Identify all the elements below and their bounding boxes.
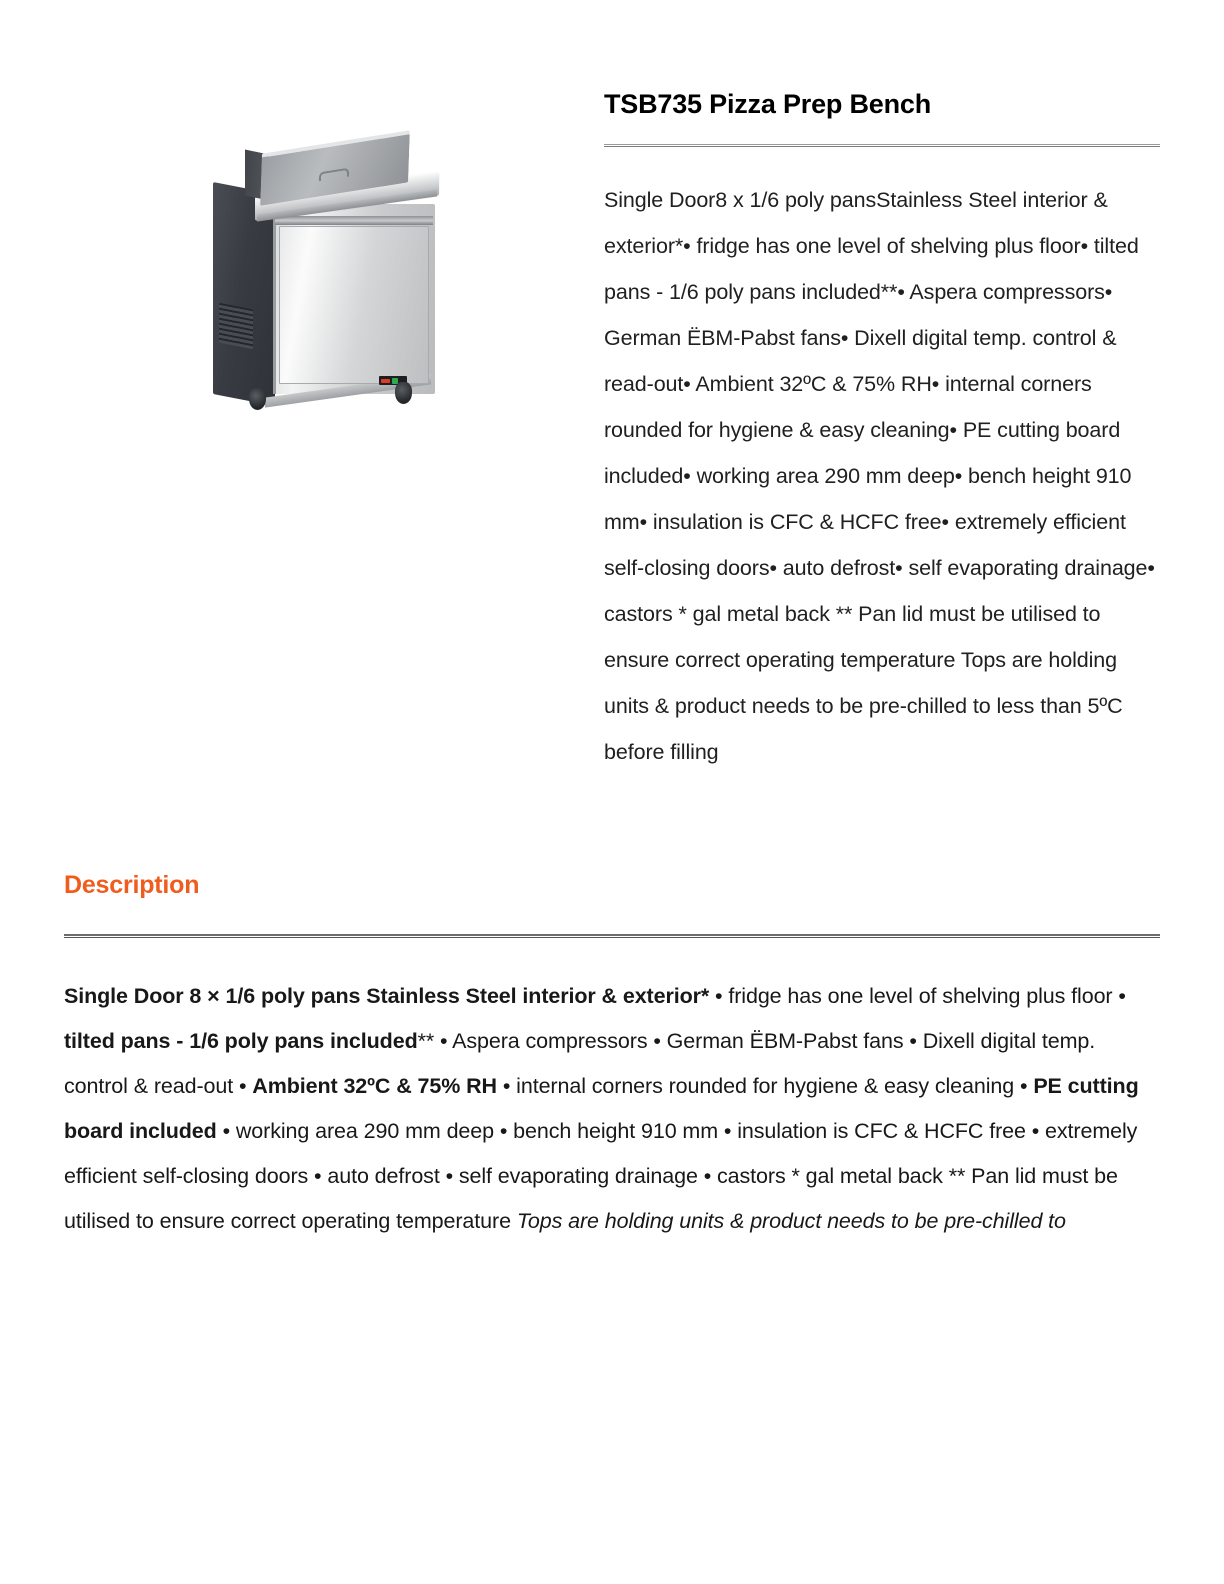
page-title: TSB735 Pizza Prep Bench <box>604 89 932 119</box>
description-segment-6: PE cutting board included <box>64 1074 1139 1144</box>
description-segment-5: • internal corners rounded for hygiene & easy cleaning • <box>496 1074 1034 1099</box>
cabinet-door <box>279 226 429 384</box>
vent-grille-icon <box>219 303 253 350</box>
description-segment-2: tilted pans - 1/6 poly pans included <box>64 1029 418 1054</box>
product-info-column <box>584 60 1160 775</box>
description-divider <box>64 934 1160 938</box>
description-segment-4: Ambient 32ºC & 75% RH <box>252 1074 497 1099</box>
product-summary-block <box>0 0 1224 775</box>
description-segment-0: Single Door 8 × 1/6 poly pans Stainless Steel interior & exterior* <box>64 984 710 1009</box>
product-image <box>199 130 449 430</box>
door-top-gap <box>275 216 433 225</box>
product-short-description: Single Door8 x 1/6 poly pansStainless Steel interior & exterior*• fridge has one level of shelving plus floor• tilted pans - 1/6 poly pans included**• Aspera compressors• German ËBM-Pabst fans• Dixell digital temp. control & read-out• Ambient 32ºC & 75% RH• internal corners rounded for hygiene & easy cleaning• PE cutting board included• working area 290 mm deep• bench height 910 mm• insulation is CFC & HCFC free• extremely efficient self-closing doors• auto defrost• self evaporating drainage• castors * gal metal back ** Pan lid must be utilised to ensure correct operating temperature Tops are holding units & product needs to be pre-chilled to less than 5ºC before filling <box>604 188 1155 765</box>
product-image-column <box>64 60 584 430</box>
caster-wheel <box>395 382 412 404</box>
description-segment-8: Tops are holding units & product needs to be pre-chilled to <box>516 1209 1066 1234</box>
description-segment-1: • fridge has one level of shelving plus floor • <box>709 984 1126 1009</box>
title-divider <box>604 144 1160 147</box>
description-segment-3: ** • Aspera compressors • German ËBM-Pabst fans • Dixell digital temp. control & read-out • <box>64 1029 1096 1099</box>
description-segment-7: • working area 290 mm deep • bench height 910 mm • insulation is CFC & HCFC free • extremely efficient self-closing doors • auto defrost • self evaporating drainage • castors * gal metal back ** Pan lid must be utilised to ensure correct operating temperature <box>64 1119 1138 1234</box>
caster-wheel <box>249 388 266 410</box>
description-section <box>0 871 1224 1244</box>
description-heading: Description <box>64 871 200 900</box>
temperature-readout-icon <box>381 379 390 383</box>
product-long-description <box>64 974 1160 1244</box>
